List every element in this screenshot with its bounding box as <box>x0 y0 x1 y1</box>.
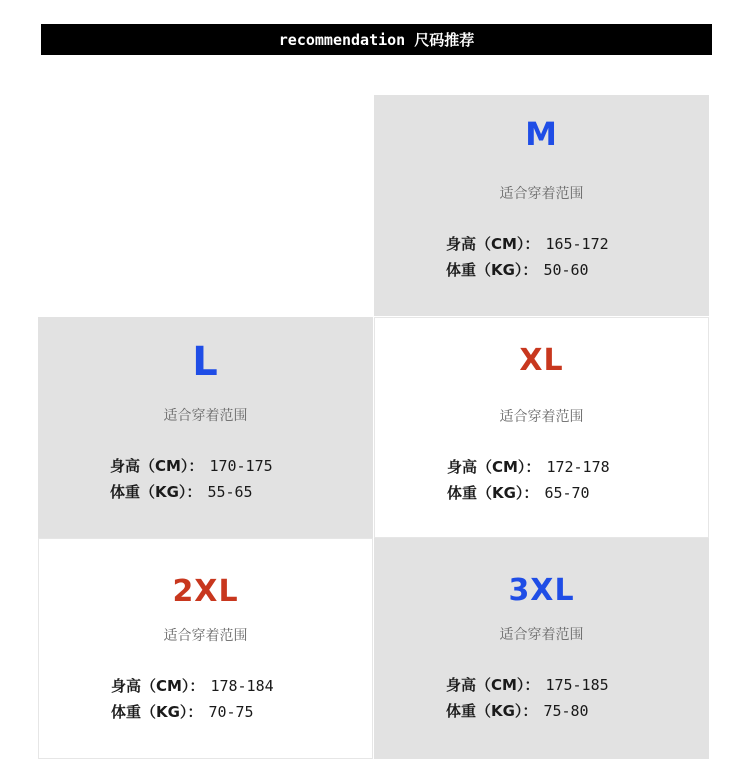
weight-label: 体重（KG）： <box>447 484 539 502</box>
spec-block <box>446 672 609 724</box>
spec-block <box>447 454 610 506</box>
height-row <box>110 453 273 479</box>
range-label: 适合穿着范围 <box>499 627 584 643</box>
range-label: 适合穿着范围 <box>163 408 248 424</box>
header-title: recommendation 尺码推荐 <box>278 31 475 49</box>
weight-value: 50-60 <box>543 261 589 279</box>
size-letter: M <box>525 115 558 153</box>
weight-label: 体重（KG）： <box>110 483 202 501</box>
height-row <box>446 231 609 257</box>
height-label: 身高（CM）： <box>447 458 541 476</box>
header-bar <box>41 24 712 55</box>
height-value: 175-185 <box>545 676 609 694</box>
spec-block <box>446 231 609 283</box>
size-letter: 3XL <box>508 573 575 608</box>
weight-value: 75-80 <box>543 702 589 720</box>
size-grid <box>38 95 709 758</box>
height-label: 身高（CM）： <box>446 235 540 253</box>
weight-value: 55-65 <box>207 483 253 501</box>
size-card-2xl <box>38 538 373 759</box>
weight-label: 体重（KG）： <box>446 261 538 279</box>
size-letter: XL <box>519 343 564 378</box>
weight-label: 体重（KG）： <box>446 702 538 720</box>
size-card-m <box>374 95 709 316</box>
height-label: 身高（CM）： <box>110 457 204 475</box>
weight-row <box>110 479 273 505</box>
height-label: 身高（CM）： <box>111 677 205 695</box>
range-label: 适合穿着范围 <box>163 628 248 644</box>
spec-block <box>110 453 273 505</box>
weight-label: 体重（KG）： <box>111 703 203 721</box>
range-label: 适合穿着范围 <box>499 186 584 202</box>
height-row <box>447 454 610 480</box>
size-card-xl <box>374 317 709 538</box>
height-value: 170-175 <box>209 457 273 475</box>
weight-row <box>446 698 609 724</box>
height-row <box>111 673 274 699</box>
height-value: 165-172 <box>545 235 609 253</box>
size-letter: 2XL <box>172 574 239 609</box>
weight-value: 70-75 <box>208 703 254 721</box>
range-label: 适合穿着范围 <box>499 409 584 425</box>
weight-row <box>446 257 609 283</box>
size-card-l <box>38 317 373 538</box>
height-value: 178-184 <box>210 677 274 695</box>
weight-value: 65-70 <box>544 484 590 502</box>
weight-row <box>111 699 274 725</box>
height-row <box>446 672 609 698</box>
height-value: 172-178 <box>546 458 610 476</box>
weight-row <box>447 480 610 506</box>
size-card-3xl <box>374 538 709 759</box>
size-letter: L <box>192 339 219 385</box>
height-label: 身高（CM）： <box>446 676 540 694</box>
spec-block <box>111 673 274 725</box>
